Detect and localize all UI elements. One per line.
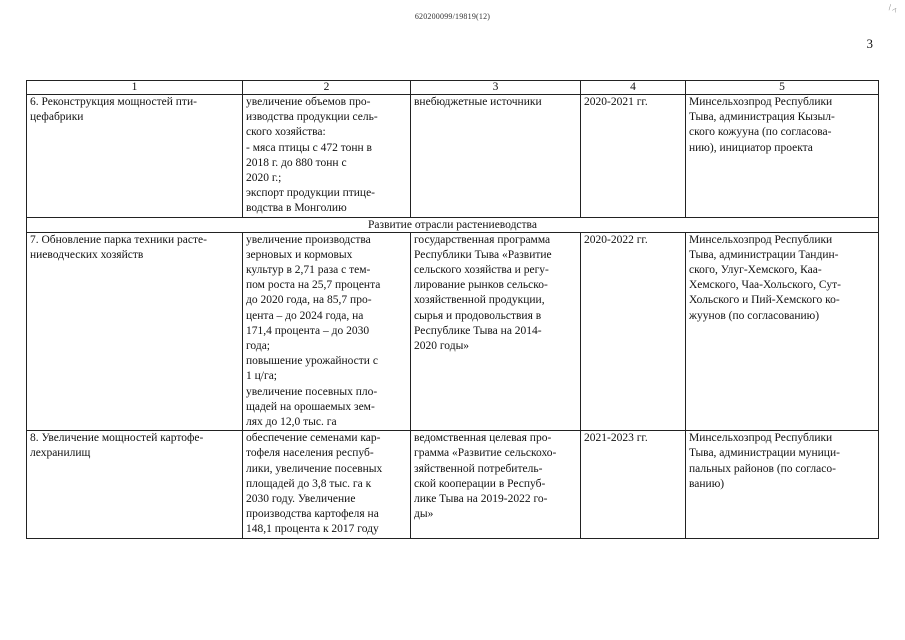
column-number-2: 2 [243, 81, 411, 95]
section-title: Развитие отрасли растениеводства [27, 217, 879, 232]
result-cell: увеличение объемов про- изводства продукции сель- ского хозяйства: - мяса птицы с 472 тонн в 2018 г. до 880 тонн с 2020 г.; экспорт продукции птице- водства в Монголию [243, 95, 411, 218]
responsible-cell: Минсельхозпрод Республики Тыва, администрации муници- пальных районов (по согласо- ванию) [686, 431, 879, 538]
source-cell: внебюджетные источники [411, 95, 581, 218]
measure-cell: 7. Обновление парка техники расте- ниеводческих хозяйств [27, 232, 243, 431]
column-number-4: 4 [581, 81, 686, 95]
column-number-5: 5 [686, 81, 879, 95]
result-cell: обеспечение семенами кар- тофеля населения респуб- лики, увеличение посевных площадей до 3,8 тыс. га к 2030 году. Увеличение производства картофеля на 148,1 процента к 2017 году [243, 431, 411, 538]
source-cell: ведомственная целевая про- грамма «Развитие сельскохо- зяйственной потребитель- ской кооперации в Респуб- лике Тыва на 2019-2022 го- ды» [411, 431, 581, 538]
period-cell: 2020-2022 гг. [581, 232, 686, 431]
column-number-1: 1 [27, 81, 243, 95]
result-cell: увеличение производства зерновых и кормовых культур в 2,71 раза с тем- пом роста на 25,7 процента до 2020 года, на 85,7 про- цента – до 2024 года, на 171,4 процента – до 2030 года; повышение урожайности с 1 ц/га; увеличение посевных пло- щадей на орошаемых зем- лях до 12,0 тыс. га [243, 232, 411, 431]
column-number-3: 3 [411, 81, 581, 95]
measure-cell: 6. Реконструкция мощностей пти- цефабрики [27, 95, 243, 218]
document-id: 620200099/19819(12) [414, 12, 491, 21]
table-row [27, 232, 879, 431]
corner-mark: \ ^ [885, 2, 900, 16]
page-number: 3 [866, 36, 873, 51]
table-row [27, 95, 879, 218]
period-cell: 2020-2021 гг. [581, 95, 686, 218]
measure-cell: 8. Увеличение мощностей картофе- лехранилищ [27, 431, 243, 538]
responsible-cell: Минсельхозпрод Республики Тыва, администрация Кызыл- ского кожууна (по согласова- нию), инициатор проекта [686, 95, 879, 218]
period-cell: 2021-2023 гг. [581, 431, 686, 538]
source-cell: государственная программа Республики Тыва «Развитие сельского хозяйства и регу- лирование рынков сельско- хозяйственной продукции, сырья и продовольствия в Республике Тыва на 2014- 2020 годы» [411, 232, 581, 431]
measures-table [26, 80, 879, 539]
responsible-cell: Минсельхозпрод Республики Тыва, администрации Тандин- ского, Улуг-Хемского, Каа- Хемского, Чаа-Хольского, Сут- Хольского и Пий-Хемского ко- жуунов (по согласованию) [686, 232, 879, 431]
column-numbers-row [27, 81, 879, 95]
table-row [27, 431, 879, 538]
section-row [27, 217, 879, 232]
